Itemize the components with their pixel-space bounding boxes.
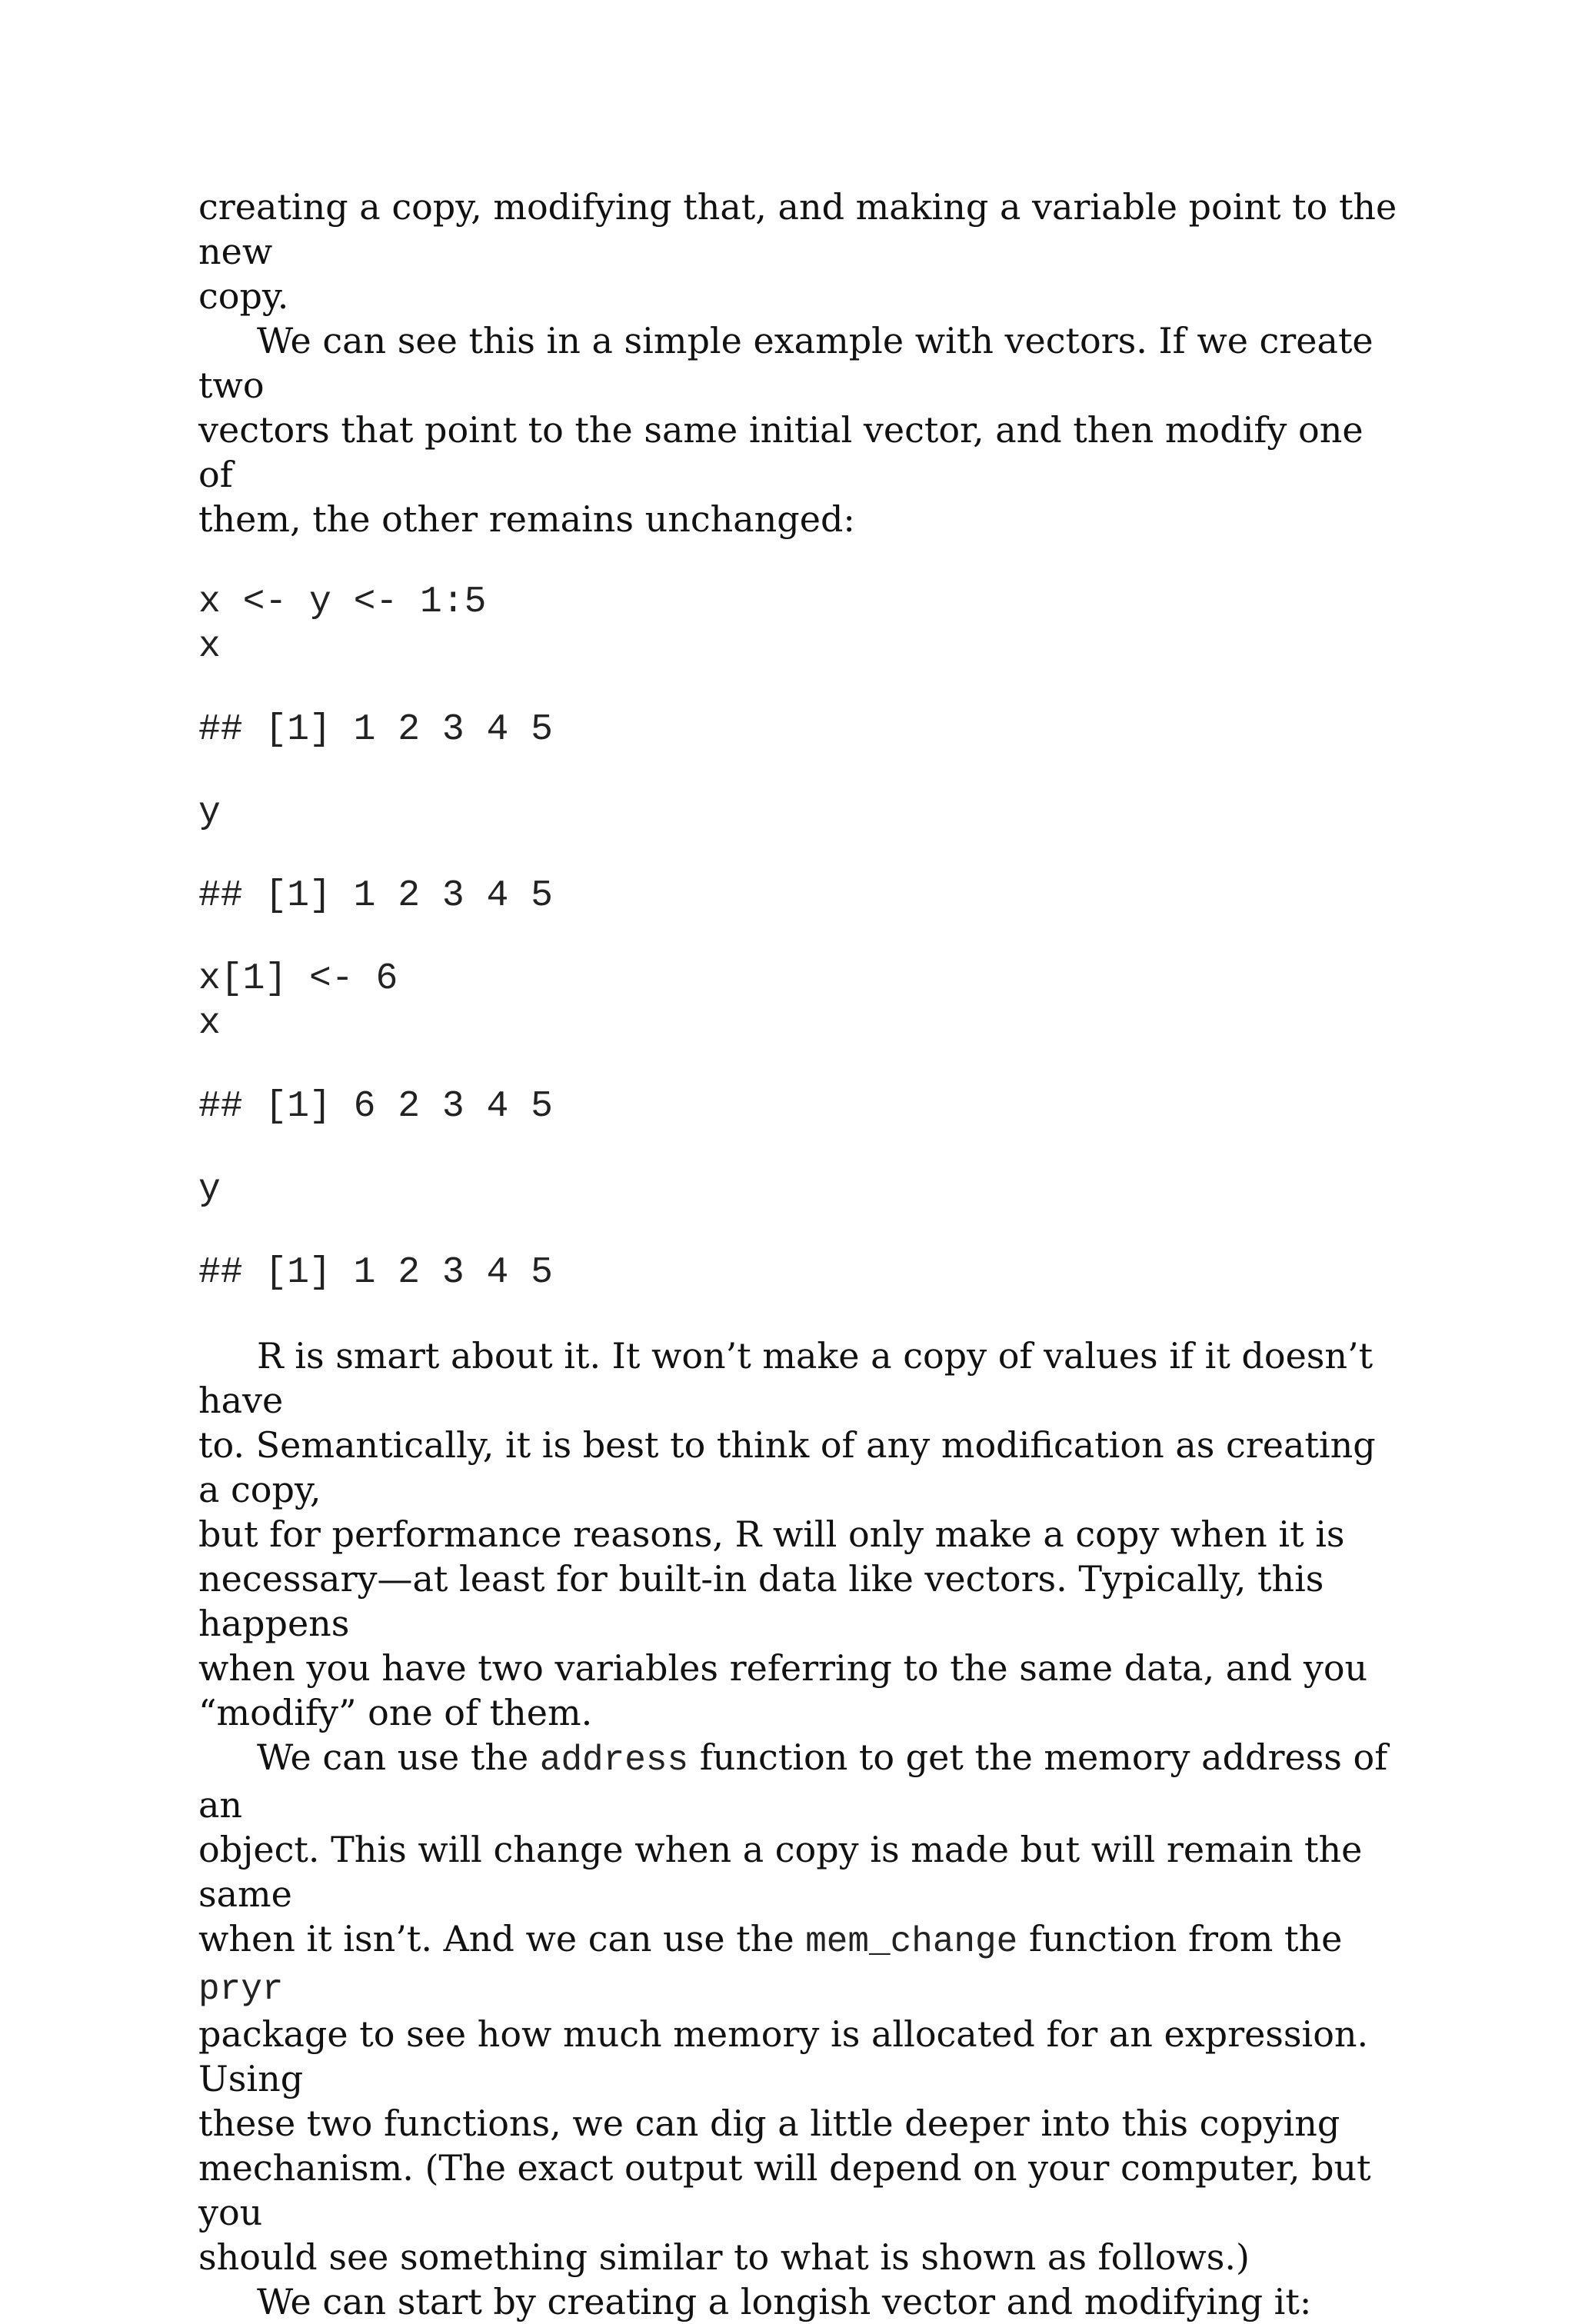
- code-input: x[1] <- 6 x: [198, 958, 398, 1044]
- paragraph-text: function from the: [1017, 1918, 1343, 1959]
- paragraph-text: We can use the: [257, 1736, 540, 1778]
- paragraph-text: package to see how much memory is allocated for an expression. Using these two functions, we can dig a little deeper into this copying mechanism. (The exact output will depend on your computer, but you should see something similar to what is shown as follows.): [198, 2013, 1371, 2278]
- code-output: ## [1] 1 2 3 4 5: [198, 1252, 553, 1294]
- copy-semantics-paragraph: R is smart about it. It won’t make a copy of values if it doesn’t have to. Semantically, it is best to think of any modification as creating a copy, but for performance reasons, R will only make a copy when it is necessary—at least for built-in data like vectors. Typically, this happens when you have two variables referring to the same data, and you “modify” one of them.: [198, 1335, 1376, 1733]
- code-input: x <- y <- 1:5 x: [198, 581, 487, 668]
- inline-code-address: address: [539, 1740, 689, 1780]
- code-output: ## [1] 1 2 3 4 5: [198, 709, 553, 751]
- code-output: ## [1] 6 2 3 4 5: [198, 1086, 553, 1127]
- inline-code-mem-change: mem_change: [805, 1922, 1018, 1962]
- intro-continuation-paragraph: creating a copy, modifying that, and making a variable point to the new copy.: [198, 186, 1397, 317]
- longish-vector-paragraph: We can start by creating a longish vector and modifying it:: [257, 2281, 1312, 2322]
- vector-example-paragraph: We can see this in a simple example with vectors. If we create two vectors that point to the same initial vector, and then modify one of them, the other remains unchanged:: [198, 320, 1374, 540]
- code-input: y: [198, 792, 221, 834]
- code-input: y: [198, 1169, 221, 1210]
- code-output: ## [1] 1 2 3 4 5: [198, 875, 553, 917]
- paragraph-text: function to get the memory address of an object. This will change when a copy is made but will remain the same when it isn’t. And we can use the: [198, 1736, 1388, 1959]
- document-page: [198, 185, 1398, 2324]
- address-function-paragraph: [198, 1735, 1398, 2279]
- inline-code-pryr: pryr: [198, 1969, 284, 2009]
